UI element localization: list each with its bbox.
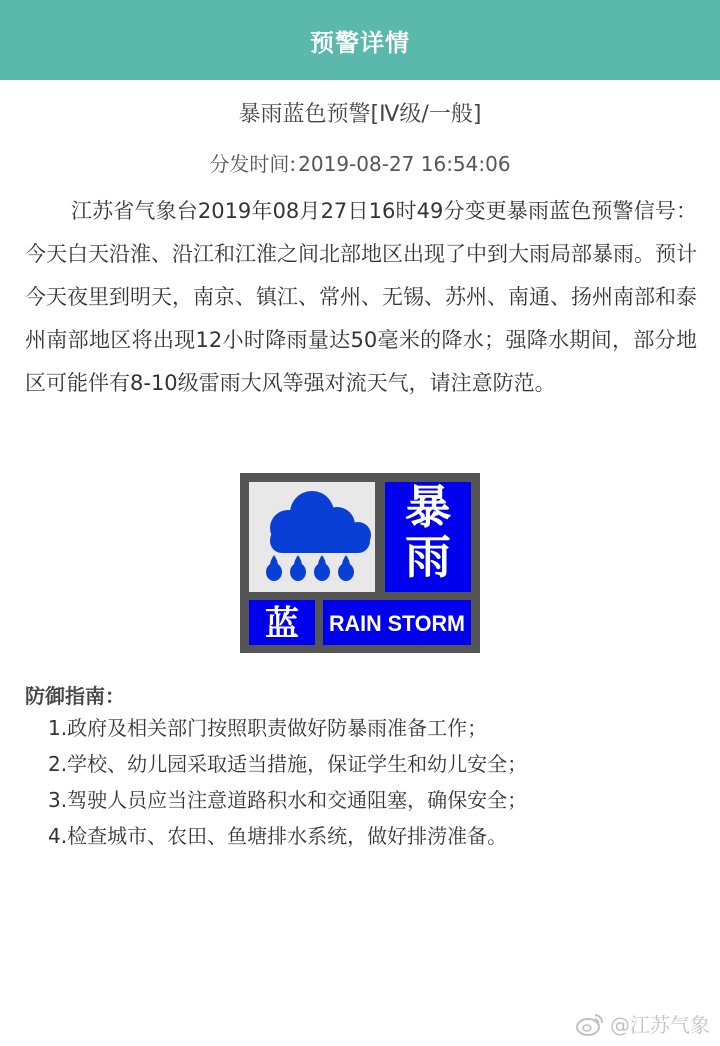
guide-item: 4.检查城市、农田、鱼塘排水系统，做好排涝准备。 (48, 824, 508, 848)
warning-title: 暴雨蓝色预警[Ⅳ级/一般] (238, 102, 482, 127)
guide-item: 1.政府及相关部门按照职责做好防暴雨准备工作； (48, 716, 488, 740)
issue-time (0, 148, 720, 177)
sign-english-text: RAIN STORM (329, 611, 465, 636)
rainstorm-blue-warning-sign (240, 473, 480, 653)
guide-item: 2.学校、幼儿园采取适当措施，保证学生和幼儿安全； (48, 752, 528, 776)
sign-color-text: 蓝 (265, 604, 299, 644)
watermark (576, 1009, 710, 1038)
weibo-icon (576, 1012, 604, 1036)
sign-type-text (405, 480, 451, 584)
guide-heading: 防御指南： (25, 684, 125, 708)
guide-list (48, 710, 527, 854)
guide-item: 3.驾驶人员应当注意道路积水和交通阻塞，确保安全； (48, 788, 528, 812)
sign-type-char: 暴 (405, 480, 451, 534)
page-title: 预警详情 (310, 28, 410, 57)
issue-time-value: 2019-08-27 16:54:06 (298, 152, 511, 176)
warning-body-text: 江苏省气象台2019年08月27日16时49分变更暴雨蓝色预警信号：今天白天沿淮、沿江和江淮之间北部地区出现了中到大雨局部暴雨。预计今天夜里到明天，南京、镇江、常州、无锡、苏州、南通、扬州南部和泰州南部地区将出现12小时降雨量达50毫米的降水；强降水期间，部分地区可能伴有8-10级雷雨大风等强对流天气，请注意防范。 (25, 199, 697, 395)
watermark-text: @江苏气象 (610, 1013, 710, 1037)
issue-time-label: 分发时间: (209, 152, 297, 176)
header-bar (0, 0, 720, 80)
sign-type-char: 雨 (405, 530, 451, 584)
